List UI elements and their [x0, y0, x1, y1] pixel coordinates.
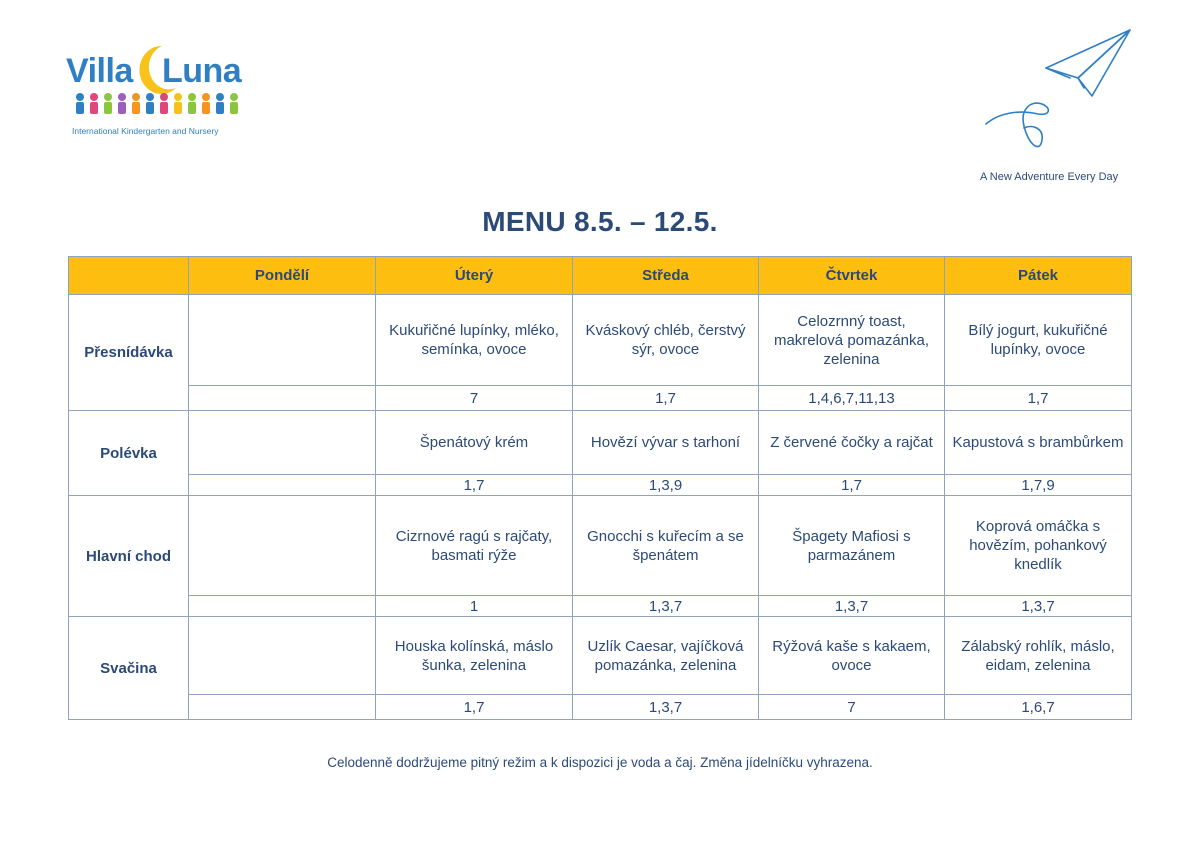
meal-cell: [189, 295, 376, 386]
paper-plane-icon: [980, 28, 1136, 160]
allergen-cell: [189, 386, 376, 411]
slogan: A New Adventure Every Day: [980, 171, 1119, 183]
meal-cell: Špagety Mafiosi s parmazánem: [759, 496, 945, 596]
day-header: Čtvrtek: [759, 257, 945, 295]
meal-cell: Uzlík Caesar, vajíčková pomazánka, zelenina: [573, 617, 759, 695]
meal-cell: Cizrnové ragú s rajčaty, basmati rýže: [376, 496, 573, 596]
logo-tagline: International Kindergarten and Nursery: [72, 126, 219, 136]
logo-word-luna: Luna: [162, 52, 242, 90]
allergen-cell: 1,3,7: [945, 596, 1132, 617]
meal-cell: Kapustová s brambůrkem: [945, 411, 1132, 475]
allergen-cell: 1,7,9: [945, 475, 1132, 496]
logo-word-villa: Villa: [66, 52, 133, 90]
day-header: Středa: [573, 257, 759, 295]
allergen-cell: 1,7: [376, 695, 573, 720]
meal-cell: Kváskový chléb, čerstvý sýr, ovoce: [573, 295, 759, 386]
meal-label: Přesnídávka: [69, 295, 189, 411]
meal-cell: Celozrnný toast, makrelová pomazánka, zelenina: [759, 295, 945, 386]
header-row: [69, 257, 1132, 295]
meal-cell: [189, 617, 376, 695]
meal-cell: Kukuřičné lupínky, mléko, semínka, ovoce: [376, 295, 573, 386]
meal-cell: Houska kolínská, máslo šunka, zelenina: [376, 617, 573, 695]
allergen-row: [69, 386, 1132, 411]
meal-cell: Koprová omáčka s hovězím, pohankový knedlík: [945, 496, 1132, 596]
logo: [66, 44, 246, 140]
meal-label: Svačina: [69, 617, 189, 720]
day-header: Pátek: [945, 257, 1132, 295]
meal-cell: Špenátový krém: [376, 411, 573, 475]
allergen-cell: [189, 695, 376, 720]
meal-row: [69, 411, 1132, 475]
meal-cell: Zálabský rohlík, máslo, eidam, zelenina: [945, 617, 1132, 695]
meal-cell: Hovězí vývar s tarhoní: [573, 411, 759, 475]
allergen-cell: 1,3,7: [759, 596, 945, 617]
meal-label: Polévka: [69, 411, 189, 496]
allergen-cell: 1,3,7: [573, 695, 759, 720]
allergen-cell: 1,3,9: [573, 475, 759, 496]
page-title: MENU 8.5. – 12.5.: [482, 206, 718, 237]
allergen-cell: 1,7: [376, 475, 573, 496]
meal-row: [69, 295, 1132, 386]
allergen-cell: 1,7: [573, 386, 759, 411]
allergen-cell: 1,3,7: [573, 596, 759, 617]
allergen-cell: 1,7: [945, 386, 1132, 411]
allergen-cell: 1: [376, 596, 573, 617]
allergen-cell: [189, 596, 376, 617]
meal-cell: Z červené čočky a rajčat: [759, 411, 945, 475]
allergen-cell: 1,6,7: [945, 695, 1132, 720]
meal-label: Hlavní chod: [69, 496, 189, 617]
footer-note: Celodenně dodržujeme pitný režim a k dispozici je voda a čaj. Změna jídelníčku vyhrazena.: [327, 755, 873, 770]
meal-row: [69, 617, 1132, 695]
meal-row: [69, 496, 1132, 596]
day-header: Pondělí: [189, 257, 376, 295]
allergen-cell: [189, 475, 376, 496]
menu-table: [68, 256, 1132, 720]
corner-cell: [69, 257, 189, 295]
meal-cell: Gnocchi s kuřecím a se špenátem: [573, 496, 759, 596]
meal-cell: [189, 496, 376, 596]
day-header: Úterý: [376, 257, 573, 295]
meal-cell: Rýžová kaše s kakaem, ovoce: [759, 617, 945, 695]
children-icon: [72, 92, 240, 116]
allergen-cell: 7: [376, 386, 573, 411]
meal-cell: Bílý jogurt, kukuřičné lupínky, ovoce: [945, 295, 1132, 386]
allergen-row: [69, 695, 1132, 720]
allergen-row: [69, 596, 1132, 617]
allergen-row: [69, 475, 1132, 496]
allergen-cell: 7: [759, 695, 945, 720]
allergen-cell: 1,7: [759, 475, 945, 496]
meal-cell: [189, 411, 376, 475]
allergen-cell: 1,4,6,7,11,13: [759, 386, 945, 411]
